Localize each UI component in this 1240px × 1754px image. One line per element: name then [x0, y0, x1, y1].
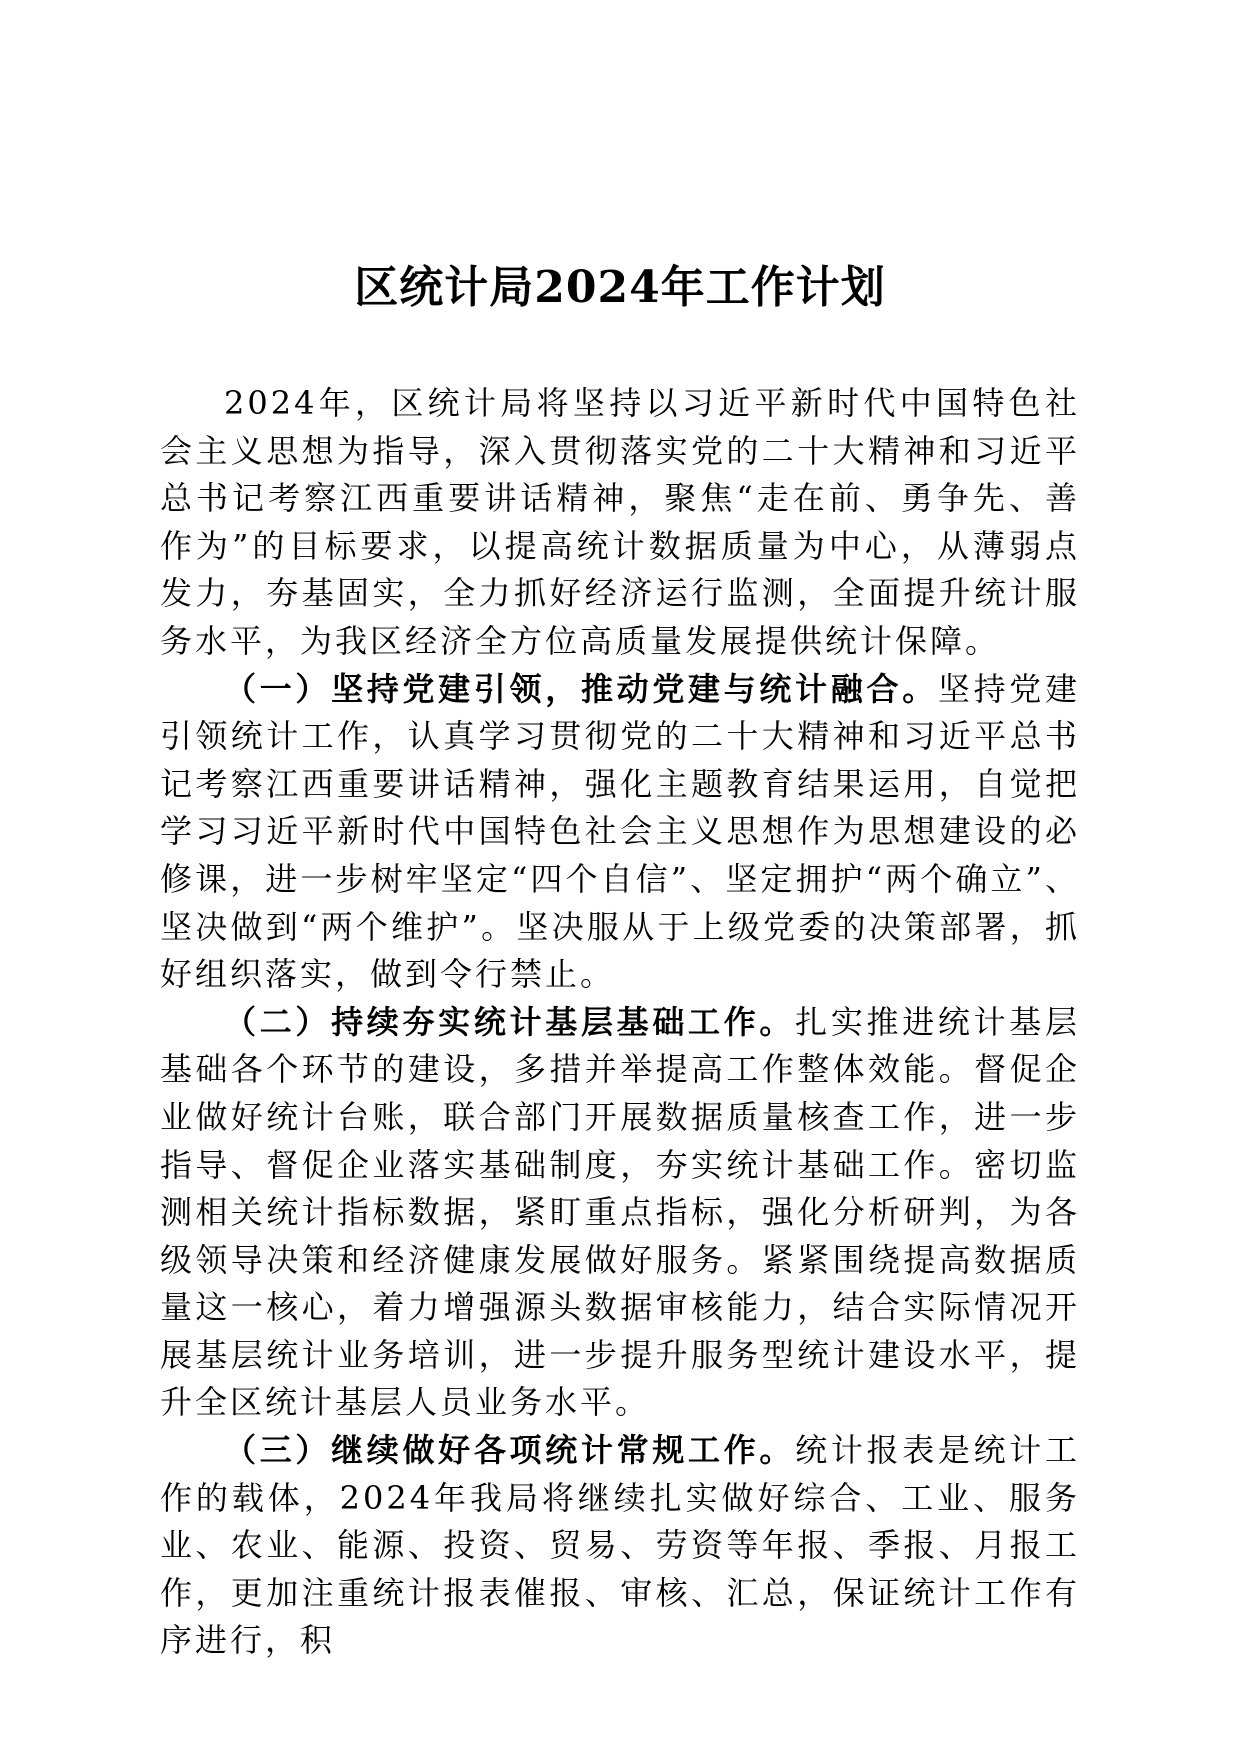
section-2-heading: （二）持续夯实统计基层基础工作。	[224, 1002, 796, 1041]
section-2-body: 扎实推进统计基层基础各个环节的建设，多措并举提高工作整体效能。督促企业做好统计台账，联合部门开展数据质量核查工作，进一步指导、督促企业落实基础制度，夯实统计基础工作。密切监测相关统计指标数据，紧盯重点指标，强化分析研判，为各级领导决策和经济健康发展做好服务。紧紧围绕提高数据质量这一核心，着力增强源头数据审核能力，结合实际情况开展基层统计业务培训，进一步提升服务型统计建设水平，提升全区统计基层人员业务水平。	[160, 1002, 1080, 1422]
section-3-body: 统计报表是统计工作的载体，2024年我局将继续扎实做好综合、工业、服务业、农业、能源、投资、贸易、劳资等年报、季报、月报工作，更加注重统计报表催报、审核、汇总，保证统计工作有序进行，积	[160, 1431, 1080, 1660]
document-body	[160, 380, 1080, 1665]
section-1-heading: （一）坚持党建引领，推动党建与统计融合。	[224, 669, 938, 708]
section-1-paragraph	[160, 666, 1080, 999]
section-3-heading: （三）继续做好各项统计常规工作。	[224, 1431, 796, 1470]
section-3-paragraph	[160, 1427, 1080, 1665]
section-1-body: 坚持党建引领统计工作，认真学习贯彻党的二十大精神和习近平总书记考察江西重要讲话精神，强化主题教育结果运用，自觉把学习习近平新时代中国特色社会主义思想作为思想建设的必修课，进一步树牢坚定“四个自信”、坚定拥护“两个确立”、坚决做到“两个维护”。坚决服从于上级党委的决策部署，抓好组织落实，做到令行禁止。	[160, 669, 1080, 994]
document-title: 区统计局2024年工作计划	[354, 262, 886, 313]
section-2-paragraph	[160, 999, 1080, 1427]
intro-paragraph: 2024年，区统计局将坚持以习近平新时代中国特色社会主义思想为指导，深入贯彻落实党的二十大精神和习近平总书记考察江西重要讲话精神，聚焦“走在前、勇争先、善作为”的目标要求，以提高统计数据质量为中心，从薄弱点发力，夯基固实，全力抓好经济运行监测，全面提升统计服务水平，为我区经济全方位高质量发展提供统计保障。	[160, 384, 1080, 660]
